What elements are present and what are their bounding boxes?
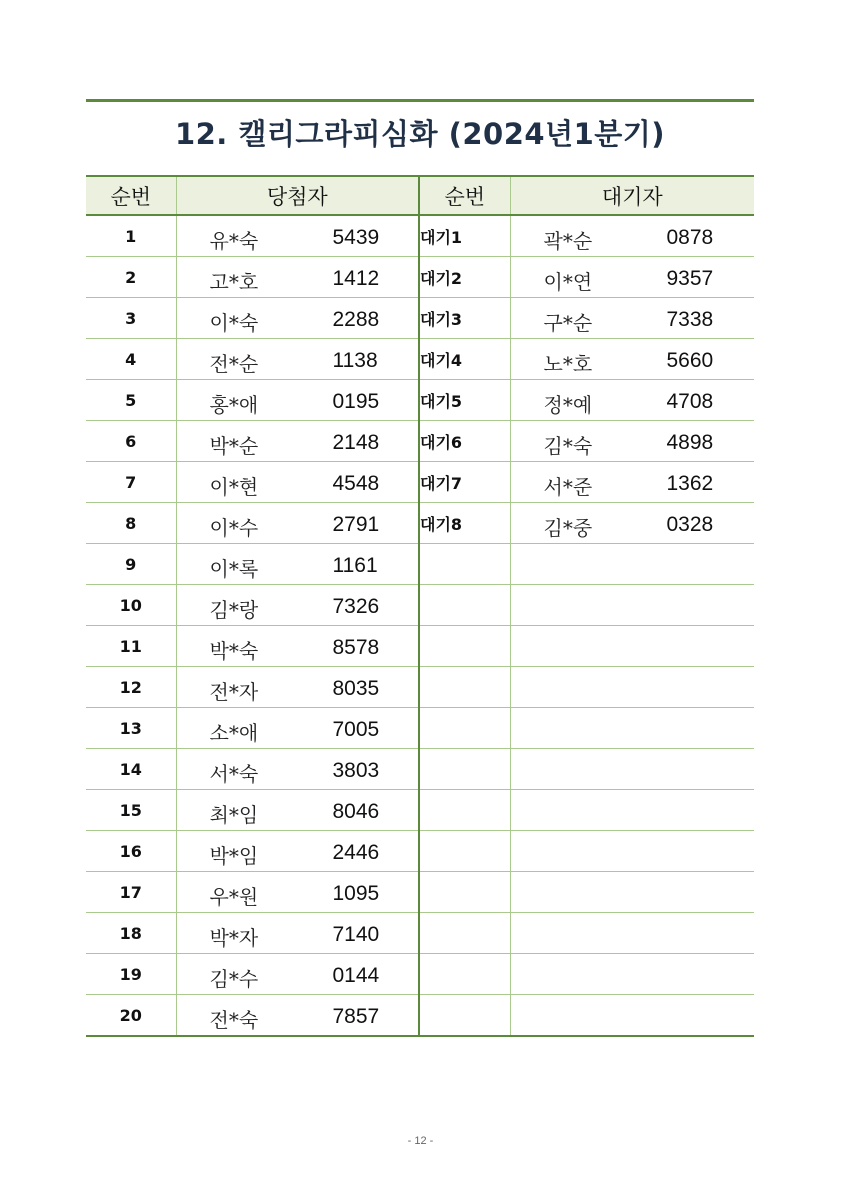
winner-name: 전*순: [209, 352, 259, 376]
winner-rank: 5: [86, 380, 176, 421]
winner-rank: 17: [86, 872, 176, 913]
waitlist-rank: [419, 708, 510, 749]
winner-cell: [176, 749, 419, 790]
winner-name: 이*수: [209, 516, 259, 540]
winner-rank: 14: [86, 749, 176, 790]
table-row: [86, 503, 754, 544]
winner-name: 전*자: [209, 680, 259, 704]
header-waitlist: 대기자: [510, 176, 754, 215]
table-row: [86, 831, 754, 872]
winner-rank: 15: [86, 790, 176, 831]
table-row: [86, 298, 754, 339]
waitlist-code: 5660: [666, 349, 714, 372]
waitlist-name: 노*호: [543, 352, 593, 376]
winner-rank: 6: [86, 421, 176, 462]
winner-name: 이*록: [209, 557, 259, 581]
winner-rank: 8: [86, 503, 176, 544]
winner-cell: [176, 257, 419, 298]
header-rank-waitlist: 순번: [419, 176, 510, 215]
waitlist-rank: [419, 995, 510, 1037]
winner-name: 이*숙: [209, 311, 259, 335]
header-rank: 순번: [86, 176, 176, 215]
waitlist-rank: [419, 667, 510, 708]
table-row: [86, 380, 754, 421]
waitlist-rank: [419, 954, 510, 995]
table-row: [86, 462, 754, 503]
winner-code: 2446: [332, 841, 380, 864]
winner-name: 박*숙: [209, 639, 259, 663]
winner-rank: 13: [86, 708, 176, 749]
waitlist-rank: 대기5: [419, 380, 510, 421]
waitlist-rank: [419, 585, 510, 626]
waitlist-cell: [510, 298, 754, 339]
waitlist-code: 0878: [666, 226, 714, 249]
winner-cell: [176, 872, 419, 913]
winner-cell: [176, 708, 419, 749]
waitlist-rank: [419, 626, 510, 667]
waitlist-rank: [419, 544, 510, 585]
winner-code: 5439: [332, 226, 380, 249]
waitlist-rank: 대기2: [419, 257, 510, 298]
winner-name: 서*숙: [209, 762, 259, 786]
waitlist-rank: 대기4: [419, 339, 510, 380]
waitlist-name: 정*예: [543, 393, 593, 417]
winner-cell: [176, 339, 419, 380]
winner-cell: [176, 215, 419, 257]
waitlist-cell: [510, 626, 754, 667]
table-row: [86, 954, 754, 995]
winner-code: 0144: [332, 964, 380, 987]
waitlist-code: 1362: [666, 472, 714, 495]
waitlist-name: 김*중: [543, 516, 593, 540]
winner-code: 8046: [332, 800, 380, 823]
table-row: [86, 667, 754, 708]
waitlist-cell: [510, 667, 754, 708]
winner-cell: [176, 544, 419, 585]
top-rule: [86, 99, 754, 102]
winner-code: 2791: [332, 513, 380, 536]
table-row: [86, 872, 754, 913]
waitlist-cell: [510, 585, 754, 626]
winner-cell: [176, 790, 419, 831]
winner-cell: [176, 913, 419, 954]
waitlist-cell: [510, 790, 754, 831]
winner-rank: 4: [86, 339, 176, 380]
winner-cell: [176, 831, 419, 872]
winner-rank: 18: [86, 913, 176, 954]
winner-name: 홍*애: [209, 393, 259, 417]
winner-name: 박*순: [209, 434, 259, 458]
waitlist-name: 이*연: [543, 270, 593, 294]
waitlist-code: 4708: [666, 390, 714, 413]
winner-code: 4548: [332, 472, 380, 495]
winner-code: 2288: [332, 308, 380, 331]
winner-code: 7005: [332, 718, 380, 741]
winner-cell: [176, 626, 419, 667]
page-title: 12. 캘리그라피심화 (2024년1분기): [174, 117, 666, 151]
waitlist-cell: [510, 503, 754, 544]
winner-cell: [176, 585, 419, 626]
winner-code: 1138: [332, 349, 378, 372]
winner-cell: [176, 462, 419, 503]
waitlist-rank: [419, 913, 510, 954]
winner-cell: [176, 298, 419, 339]
waitlist-cell: [510, 215, 754, 257]
winner-name: 우*원: [209, 885, 259, 909]
waitlist-rank: 대기1: [419, 215, 510, 257]
winner-code: 7857: [332, 1005, 380, 1028]
waitlist-rank: 대기7: [419, 462, 510, 503]
lottery-table: [86, 175, 754, 1037]
table-row: [86, 749, 754, 790]
waitlist-name: 구*순: [543, 311, 593, 335]
table-row: [86, 790, 754, 831]
winner-code: 1095: [332, 882, 380, 905]
page-number: - 12 -: [407, 1135, 434, 1147]
waitlist-rank: [419, 790, 510, 831]
waitlist-name: 김*숙: [543, 434, 593, 458]
winner-rank: 1: [86, 215, 176, 257]
table-row: [86, 708, 754, 749]
winner-name: 김*랑: [209, 598, 259, 622]
waitlist-rank: 대기8: [419, 503, 510, 544]
waitlist-cell: [510, 954, 754, 995]
waitlist-code: 4898: [666, 431, 714, 454]
waitlist-rank: [419, 872, 510, 913]
winner-name: 김*수: [209, 967, 259, 991]
table-row: [86, 544, 754, 585]
winner-rank: 20: [86, 995, 176, 1037]
table-row: [86, 421, 754, 462]
waitlist-code: 9357: [666, 267, 714, 290]
winner-rank: 19: [86, 954, 176, 995]
winner-cell: [176, 667, 419, 708]
table-row: [86, 626, 754, 667]
waitlist-cell: [510, 831, 754, 872]
table-row: [86, 339, 754, 380]
waitlist-name: 서*준: [543, 475, 593, 499]
waitlist-cell: [510, 872, 754, 913]
winner-rank: 10: [86, 585, 176, 626]
table-row: [86, 913, 754, 954]
winner-cell: [176, 380, 419, 421]
waitlist-code: 7338: [666, 308, 714, 331]
waitlist-rank: [419, 831, 510, 872]
waitlist-cell: [510, 380, 754, 421]
winner-code: 7140: [332, 923, 380, 946]
waitlist-cell: [510, 257, 754, 298]
winner-name: 이*현: [209, 475, 259, 499]
winner-code: 7326: [332, 595, 380, 618]
winner-cell: [176, 954, 419, 995]
winner-name: 전*숙: [209, 1008, 259, 1032]
table-row: [86, 257, 754, 298]
winner-cell: [176, 995, 419, 1037]
winner-name: 소*애: [209, 721, 259, 745]
waitlist-cell: [510, 749, 754, 790]
winner-code: 8035: [332, 677, 380, 700]
winner-cell: [176, 421, 419, 462]
waitlist-rank: 대기3: [419, 298, 510, 339]
winner-code: 1412: [332, 267, 380, 290]
table-row: [86, 995, 754, 1037]
table-row: [86, 215, 754, 257]
winner-name: 고*호: [209, 270, 259, 294]
winner-code: 2148: [332, 431, 380, 454]
winner-code: 3803: [332, 759, 380, 782]
table-header-row: [86, 176, 754, 215]
winner-code: 0195: [332, 390, 380, 413]
waitlist-cell: [510, 544, 754, 585]
winner-name: 최*임: [209, 803, 259, 827]
waitlist-rank: 대기6: [419, 421, 510, 462]
winner-name: 유*숙: [209, 229, 259, 253]
winner-code: 1161: [332, 554, 378, 577]
winner-cell: [176, 503, 419, 544]
header-winners: 당첨자: [176, 176, 419, 215]
waitlist-cell: [510, 421, 754, 462]
winner-rank: 7: [86, 462, 176, 503]
winner-rank: 3: [86, 298, 176, 339]
waitlist-rank: [419, 749, 510, 790]
table-body: [86, 215, 754, 1036]
waitlist-name: 곽*순: [543, 229, 593, 253]
table-row: [86, 585, 754, 626]
waitlist-cell: [510, 913, 754, 954]
winner-name: 박*자: [209, 926, 259, 950]
winner-rank: 12: [86, 667, 176, 708]
waitlist-cell: [510, 995, 754, 1037]
winner-rank: 2: [86, 257, 176, 298]
winner-name: 박*임: [209, 844, 259, 868]
winner-rank: 16: [86, 831, 176, 872]
waitlist-code: 0328: [666, 513, 714, 536]
winner-rank: 11: [86, 626, 176, 667]
winner-code: 8578: [332, 636, 380, 659]
waitlist-cell: [510, 339, 754, 380]
waitlist-cell: [510, 462, 754, 503]
winner-rank: 9: [86, 544, 176, 585]
waitlist-cell: [510, 708, 754, 749]
